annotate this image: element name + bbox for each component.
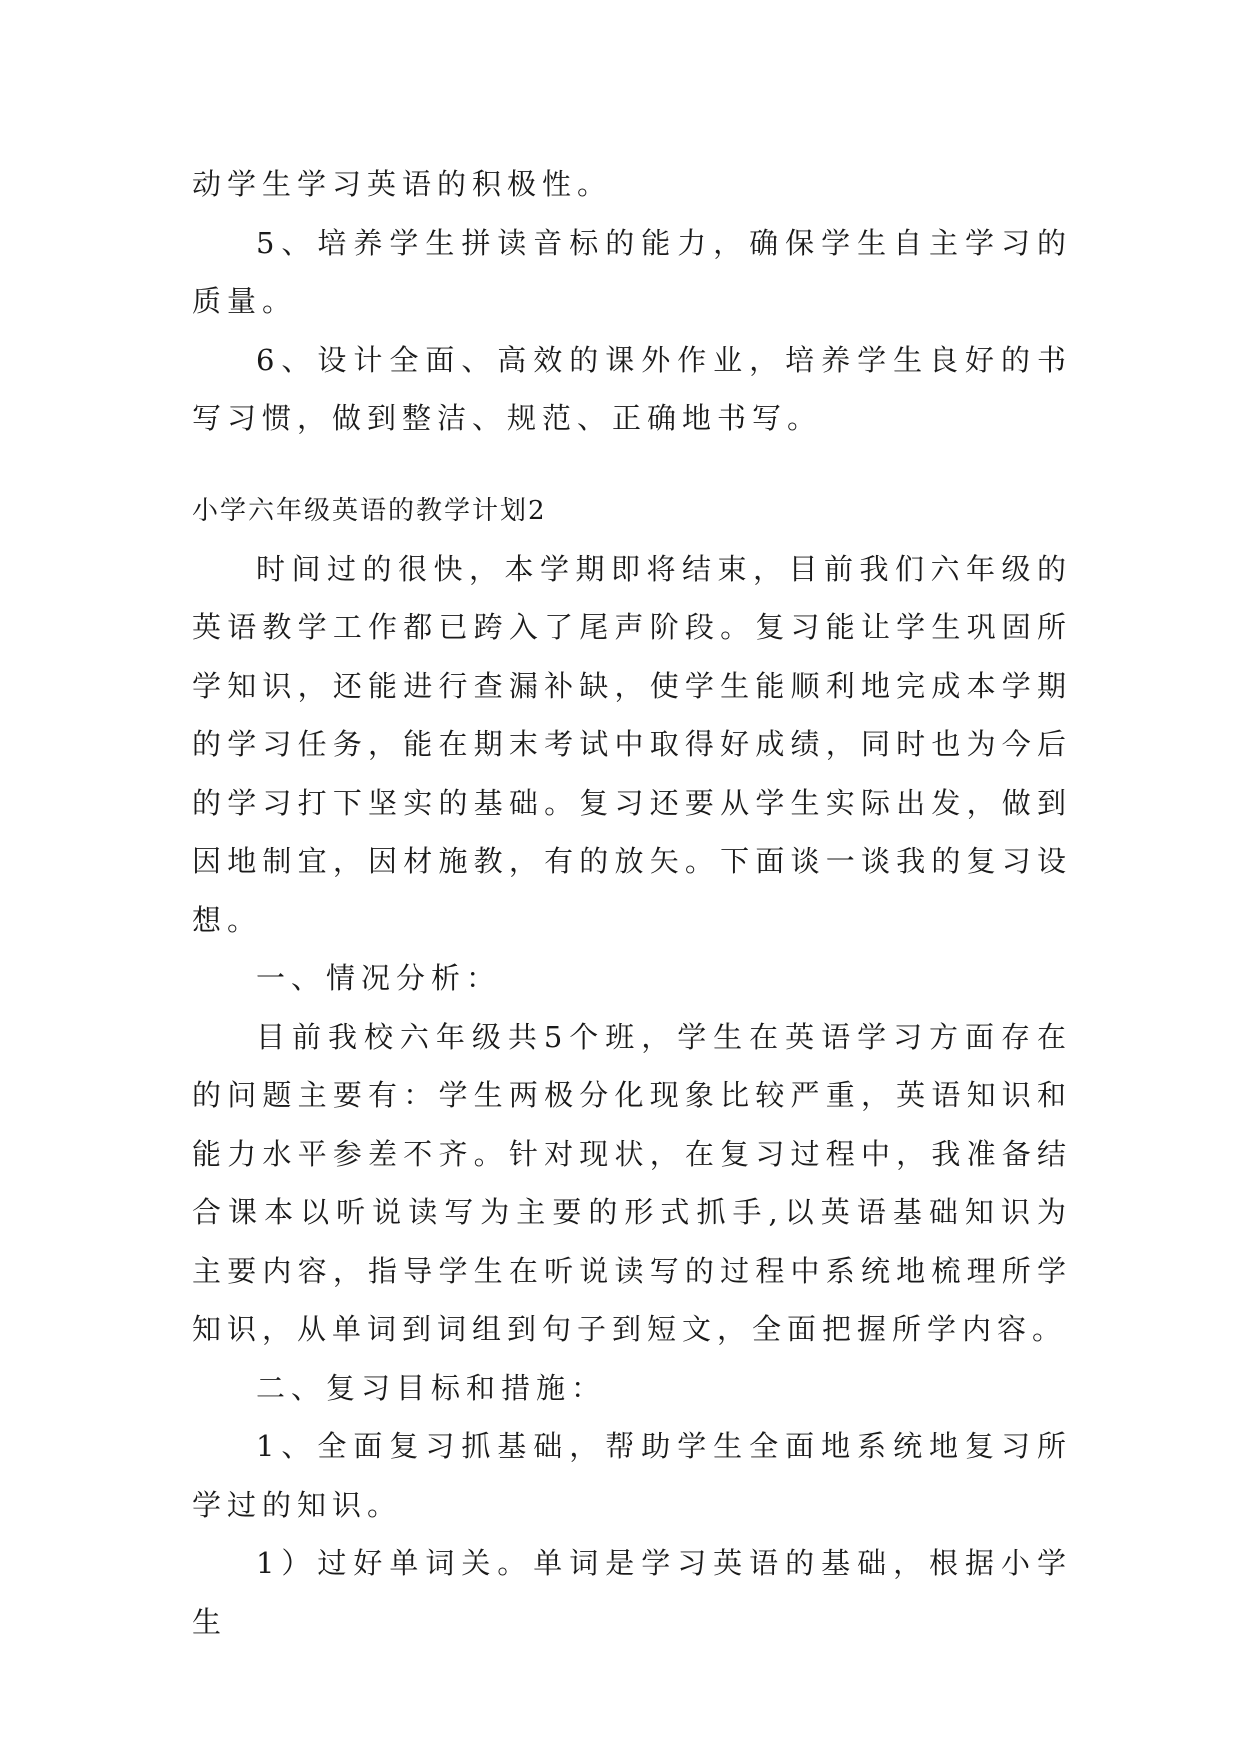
section-title: 小学六年级英语的教学计划2	[192, 495, 547, 526]
subheading-goals-measures: 二、复习目标和措施：	[256, 1370, 607, 1405]
paragraph-situation: 目前我校六年级共5个班，学生在英语学习方面存在的问题主要有：学生两极分化现象比较严重，英语知识和能力水平参差不齐。针对现状，在复习过程中，我准备结合课本以听说读写为主要的形式抓手,以英语基础知识为主要内容，指导学生在听说读写的过程中系统地梳理所学知识，从单词到词组到句子到短文，全面把握所学内容。	[192, 1019, 1072, 1346]
document-body	[192, 155, 1072, 1651]
paragraph-goal-1: 1、全面复习抓基础，帮助学生全面地系统地复习所学过的知识。	[192, 1429, 1072, 1522]
paragraph-intro: 时间过的很快，本学期即将结束，目前我们六年级的英语教学工作都已跨入了尾声阶段。复习能让学生巩固所学知识，还能进行查漏补缺，使学生能顺利地完成本学期的学习任务，能在期末考试中取得好成绩，同时也为今后的学习打下坚实的基础。复习还要从学生实际出发，做到因地制宜，因材施教，有的放矢。下面谈一谈我的复习设想。	[192, 551, 1072, 937]
paragraph-item-6: 6、设计全面、高效的课外作业，培养学生良好的书写习惯，做到整洁、规范、正确地书写。	[192, 342, 1072, 435]
subheading-situation-analysis: 一、情况分析：	[256, 961, 502, 995]
paragraph-item-5: 5、培养学生拼读音标的能力，确保学生自主学习的质量。	[192, 225, 1072, 318]
paragraph-goal-1-1: 1）过好单词关。单词是学习英语的基础，根据小学生	[192, 1546, 1072, 1639]
section-spacer	[192, 448, 1072, 482]
paragraph-continuation: 动学生学习英语的积极性。	[192, 167, 613, 201]
